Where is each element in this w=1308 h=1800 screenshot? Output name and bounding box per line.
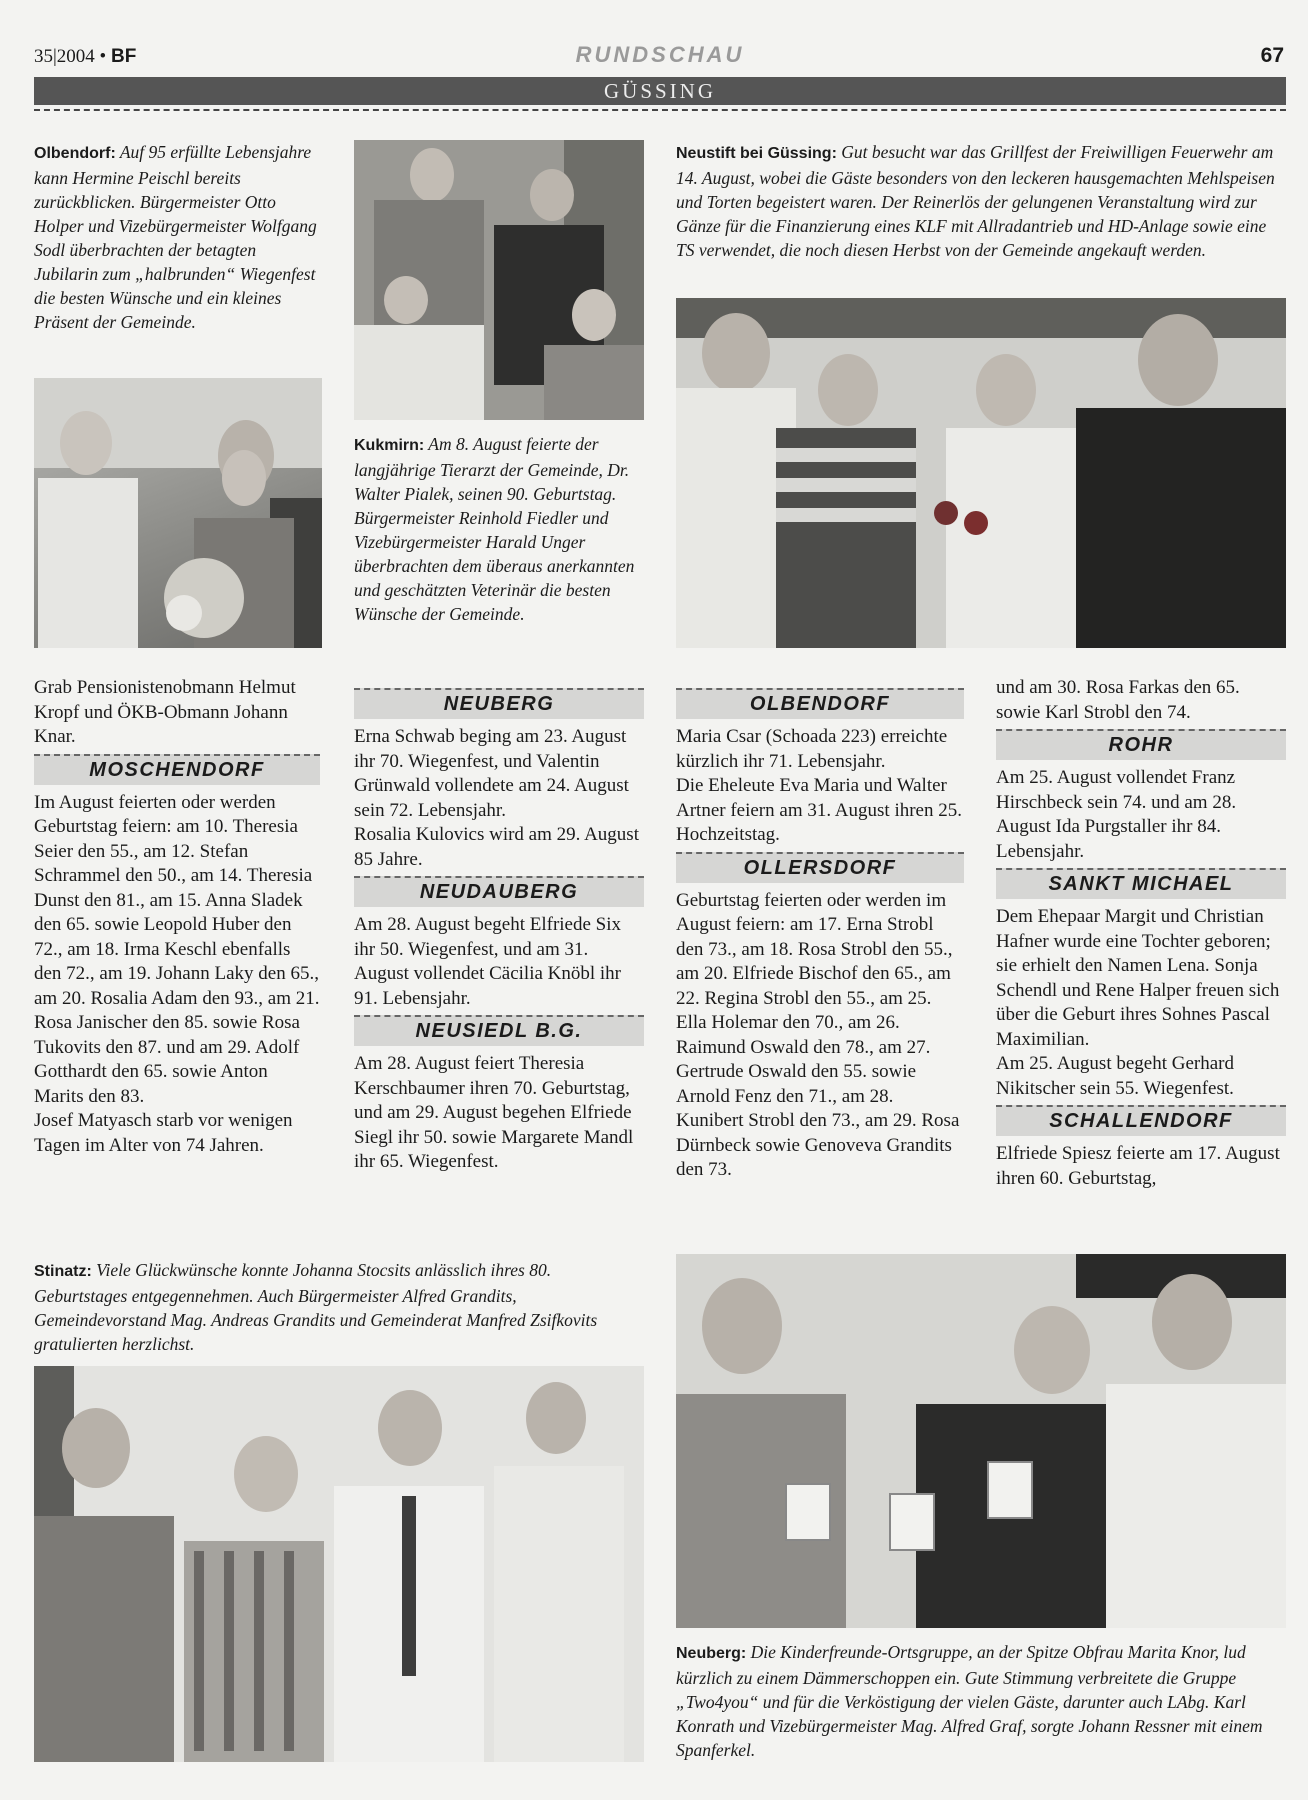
caption-text: Auf 95 erfüllte Lebensjahre kann Hermine Peischl bereits zurückblicken. Bürgermeister Otto Holper und Vizebürgermeister Wolfgang Sodl überbrachten der betagten Jubilarin zum „halbrunden“ Wiegenfest die besten Wünsche und ein kleines Präsent der Gemeinde. — [34, 142, 317, 332]
heading-rohr: ROHR — [996, 729, 1286, 760]
region-title: GÜSSING — [603, 79, 716, 103]
neuberg-text-2: Rosalia Kulovics wird am 29. August 85 Jahre. — [354, 824, 639, 870]
sankt-michael-text: Dem Ehepaar Margit und Christian Hafner wurde eine Tochter geboren; sie erhielt den Namen Lena. Sonja Schendl und Rene Halper freuen sich über die Geburt ihres Sohnes Pascal Maximilian. — [996, 906, 1280, 1050]
olbendorf-text-2: Die Eheleute Eva Maria und Walter Artner feiern am 31. August ihren 25. Hochzeitstag. — [676, 775, 962, 845]
caption-text: Viele Glückwünsche konnte Johanna Stocsits anlässlich ihres 80. Geburtstages entgegennehmen. Auch Bürgermeister Alfred Grandits, Gemeindevorstand Mag. Andreas Grandits und Gemeinderat Manfred Zsifkovits gratulierten herzlichst. — [34, 1260, 598, 1354]
page-number: 67 — [1260, 44, 1284, 67]
caption-olbendorf — [34, 140, 324, 334]
heading-olbendorf: OLBENDORF — [676, 688, 964, 719]
ollersdorf-text: Geburtstag feierten oder werden im August feiern: am 17. Erna Strobl den 73., am 18. Rosa Strobl den 55., am 20. Elfriede Bischof den 65., am 22. Regina Strobl den 55., am 25. Ella Holemar den 70., am 26. Raimund Oswald den 78., am 27. Gertrude Oswald den 55. sowie Arnold Fenz den 71., am 28. Kunibert Strobl den 73., am 29. Rosa Dürnbeck sowie Genoveva Grandits den 73. — [676, 889, 960, 1180]
moschendorf-text-2: Josef Matyasch starb vor wenigen Tagen im Alter von 74 Jahren. — [34, 1110, 293, 1156]
caption-text: Am 8. August feierte der langjährige Tierarzt der Gemeinde, Dr. Walter Pialek, seinen 90. Geburtstag. Bürgermeister Reinhold Fiedler und Vizebürgermeister Harald Unger überbrachten dem überaus anerkannten und geschätzten Veterinär die besten Wünsche der Gemeinde. — [354, 434, 635, 624]
photo-kukmirn — [354, 140, 644, 420]
col4-intro-text: und am 30. Rosa Farkas den 65. sowie Karl Strobl den 74. — [996, 677, 1240, 723]
caption-location: Stinatz: — [34, 1263, 92, 1280]
heading-schallendorf: SCHALLENDORF — [996, 1105, 1286, 1136]
schallendorf-text: Elfriede Spiesz feierte am 17. August ihren 60. Geburtstag, — [996, 1143, 1280, 1189]
caption-neuberg — [676, 1640, 1286, 1762]
rohr-text: Am 25. August vollendet Franz Hirschbeck sein 74. und am 28. August Ida Purgstaller ihr 84. Lebensjahr. — [996, 767, 1237, 862]
sankt-michael-text-2: Am 25. August begeht Gerhard Nikitscher sein 55. Wiegenfest. — [996, 1053, 1234, 1099]
heading-sankt-michael: SANKT MICHAEL — [996, 868, 1286, 899]
column-2 — [354, 676, 644, 1175]
caption-kukmirn — [354, 432, 648, 626]
neudauberg-text: Am 28. August begeht Elfriede Six ihr 50. Wiegenfest, und am 31. August vollendet Cäcilia Knöbl ihr 91. Lebensjahr. — [354, 914, 622, 1009]
brand-label: BF — [110, 46, 137, 67]
issue-number: 35|2004 • BF — [34, 46, 137, 67]
region-band — [34, 77, 1286, 105]
heading-neudauberg: NEUDAUBERG — [354, 876, 644, 907]
caption-location: Kukmirn: — [354, 437, 425, 454]
column-4 — [996, 676, 1286, 1191]
heading-neuberg: NEUBERG — [354, 688, 644, 719]
moschendorf-text: Im August feierten oder werden Geburtstag feiern: am 10. Theresia Seier den 55., am 12. Stefan Schrammel den 50., am 14. Theresia Dunst den 81., am 15. Anna Sladek den 65. sowie Leopold Huber den 72., am 18. Irma Keschl ebenfalls den 72., am 19. Johann Laky den 65., am 20. Rosalia Adam den 93., am 21. Rosa Janischer den 85. sowie Rosa Tukovits den 87. und am 29. Adolf Gotthardt den 65. sowie Anton Marits den 83. — [34, 791, 320, 1107]
caption-stinatz — [34, 1258, 644, 1356]
neusiedl-text: Am 28. August feiert Theresia Kerschbaumer ihren 70. Geburtstag, und am 29. August begehen Elfriede Siegl ihr 50. sowie Margarete Mandl ihr 65. Wiegenfest. — [354, 1053, 634, 1172]
caption-location: Neuberg: — [676, 1645, 747, 1662]
column-1 — [34, 676, 320, 1158]
heading-neusiedl: NEUSIEDL B.G. — [354, 1015, 644, 1046]
caption-text: Die Kinderfreunde-Ortsgruppe, an der Spitze Obfrau Marita Knor, lud kürzlich zu einem Dämmerschoppen ein. Gute Stimmung verbreitete die Gruppe „Two4you“ und für die Verköstigung der vielen Gäste, darunter auch LAbg. Karl Konrath und Vizebürgermeister Mag. Alfred Graf, sorgte Johann Ressner mit einem Spanferkel. — [676, 1642, 1263, 1760]
neuberg-text: Erna Schwab beging am 23. August ihr 70. Wiegenfest, und Valentin Grünwald vollendete am 24. August sein 72. Lebensjahr. — [354, 726, 629, 821]
caption-neustift — [676, 140, 1286, 262]
olbendorf-text: Maria Csar (Schoada 223) erreichte kürzlich ihr 71. Lebensjahr. — [676, 726, 948, 772]
caption-text: Gut besucht war das Grillfest der Freiwilligen Feuerwehr am 14. August, wobei die Gäste besonders von den leckeren hausgemachten Mehlspeisen und Torten begeistert waren. Der Reinerlös der gelungenen Veranstaltung wird zur Gänze für die Finanzierung eines KLF mit Allradantrieb und HD-Anlage sowie eine TS verwendet, die noch diesen Herbst von der Gemeinde angekauft werden. — [676, 142, 1275, 260]
column-3 — [676, 676, 964, 1183]
photo-stinatz — [34, 1366, 644, 1762]
col1-intro-text: Grab Pensionistenobmann Helmut Kropf und ÖKB-Obmann Johann Knar. — [34, 677, 296, 747]
photo-neuberg — [676, 1254, 1286, 1628]
section-title: RUNDSCHAU — [575, 42, 745, 67]
photo-olbendorf — [34, 378, 322, 648]
caption-location: Neustift bei Güssing: — [676, 145, 837, 162]
heading-moschendorf: MOSCHENDORF — [34, 754, 320, 785]
heading-ollersdorf: OLLERSDORF — [676, 852, 964, 883]
photo-neustift — [676, 298, 1286, 648]
caption-location: Olbendorf: — [34, 145, 116, 162]
header-divider — [34, 109, 1286, 111]
